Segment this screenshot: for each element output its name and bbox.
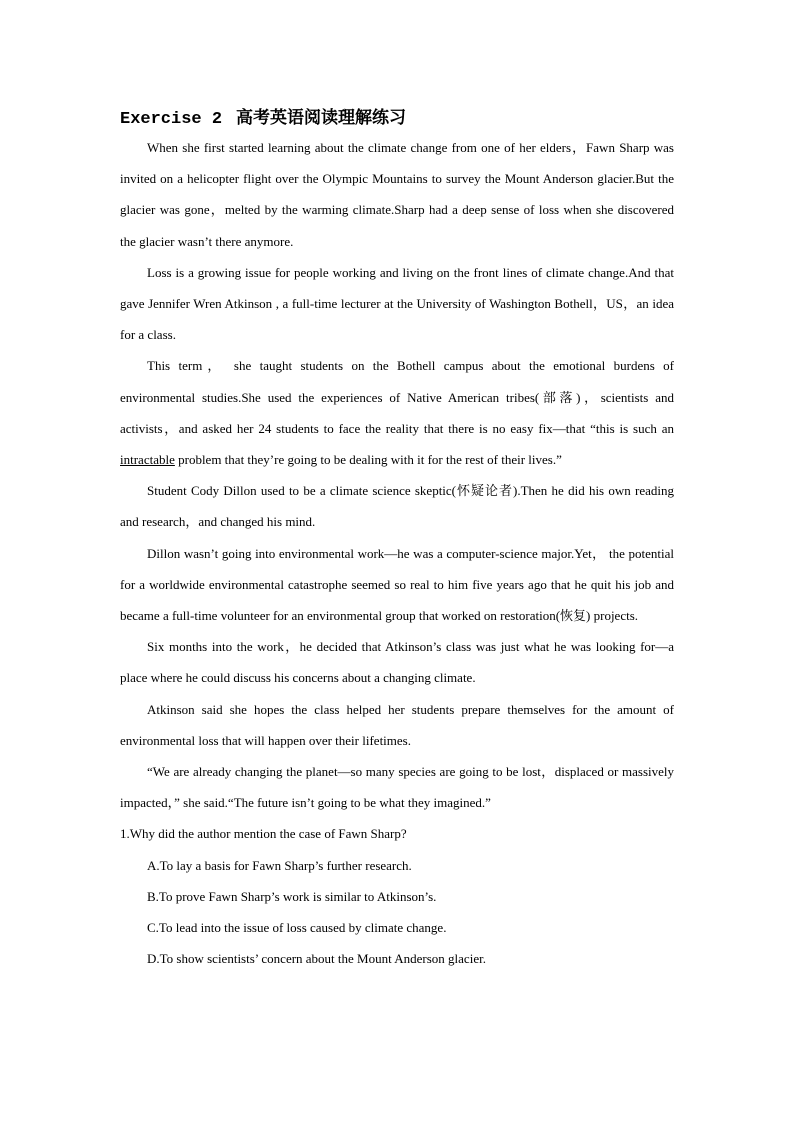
passage-paragraph-3 <box>120 350 674 475</box>
question-1-option-a: A.To lay a basis for Fawn Sharp’s further research. <box>147 857 412 873</box>
exercise-title-en: Exercise 2 <box>120 110 223 129</box>
question-1-option-c: C.To lead into the issue of loss caused by climate change. <box>147 920 447 936</box>
exercise-title <box>120 106 674 130</box>
passage-paragraph-8: “We are already changing the planet—so many species are going to be lost，displaced or massively impacted，” she said.“The future isn’t going to be what they imagined.” <box>120 764 674 811</box>
passage-paragraph-4: Student Cody Dillon used to be a climate science skeptic(怀疑论者).Then he did his own reading and research，and changed his mind. <box>120 483 674 530</box>
paragraph-3-text-after: problem that they’re going to be dealing with it for the rest of their lives.” <box>174 452 562 468</box>
document-page <box>120 106 674 974</box>
question-1-option-d: D.To show scientists’ concern about the Mount Anderson glacier. <box>147 951 486 967</box>
paragraph-3-text-before: This term， she taught students on the Bothell campus about the emotional burdens of environmental studies.She used the experiences of Native American tribes(部落)，scientists and activists，and asked her 24 students to face the reality that there is no easy fix—that “this is such an <box>120 358 674 436</box>
passage-paragraph-6: Six months into the work，he decided that Atkinson’s class was just what he was looking for—a place where he could discuss his concerns about a changing climate. <box>120 639 674 686</box>
passage-paragraph-2: Loss is a growing issue for people working and living on the front lines of climate change.And that gave Jennifer Wren Atkinson , a full-time lecturer at the University of Washington Bothell，US，an idea for a class. <box>120 264 674 343</box>
underlined-word-intractable: intractable <box>120 452 175 468</box>
passage-paragraph-1: When she first started learning about the climate change from one of her elders，Fawn Sharp was invited on a helicopter flight over the Olympic Mountains to survey the Mount Anderson glacier.But the glacier was gone，melted by the warming climate.Sharp had a deep sense of loss when she discovered the glacier wasn’t there anymore. <box>120 140 674 249</box>
exercise-title-zh: 高考英语阅读理解练习 <box>236 108 407 128</box>
question-1-option-b: B.To prove Fawn Sharp’s work is similar to Atkinson’s. <box>147 888 437 904</box>
question-1-stem: 1.Why did the author mention the case of Fawn Sharp? <box>120 826 407 842</box>
passage-paragraph-5: Dillon wasn’t going into environmental work—he was a computer-science major.Yet， the potential for a worldwide environmental catastrophe seemed so real to him five years ago that he quit his job and became a full-time volunteer for an environmental group that worked on restoration(恢复) projects. <box>120 545 674 624</box>
passage-paragraph-7: Atkinson said she hopes the class helped her students prepare themselves for the amount of environmental loss that will happen over their lifetimes. <box>120 701 674 748</box>
